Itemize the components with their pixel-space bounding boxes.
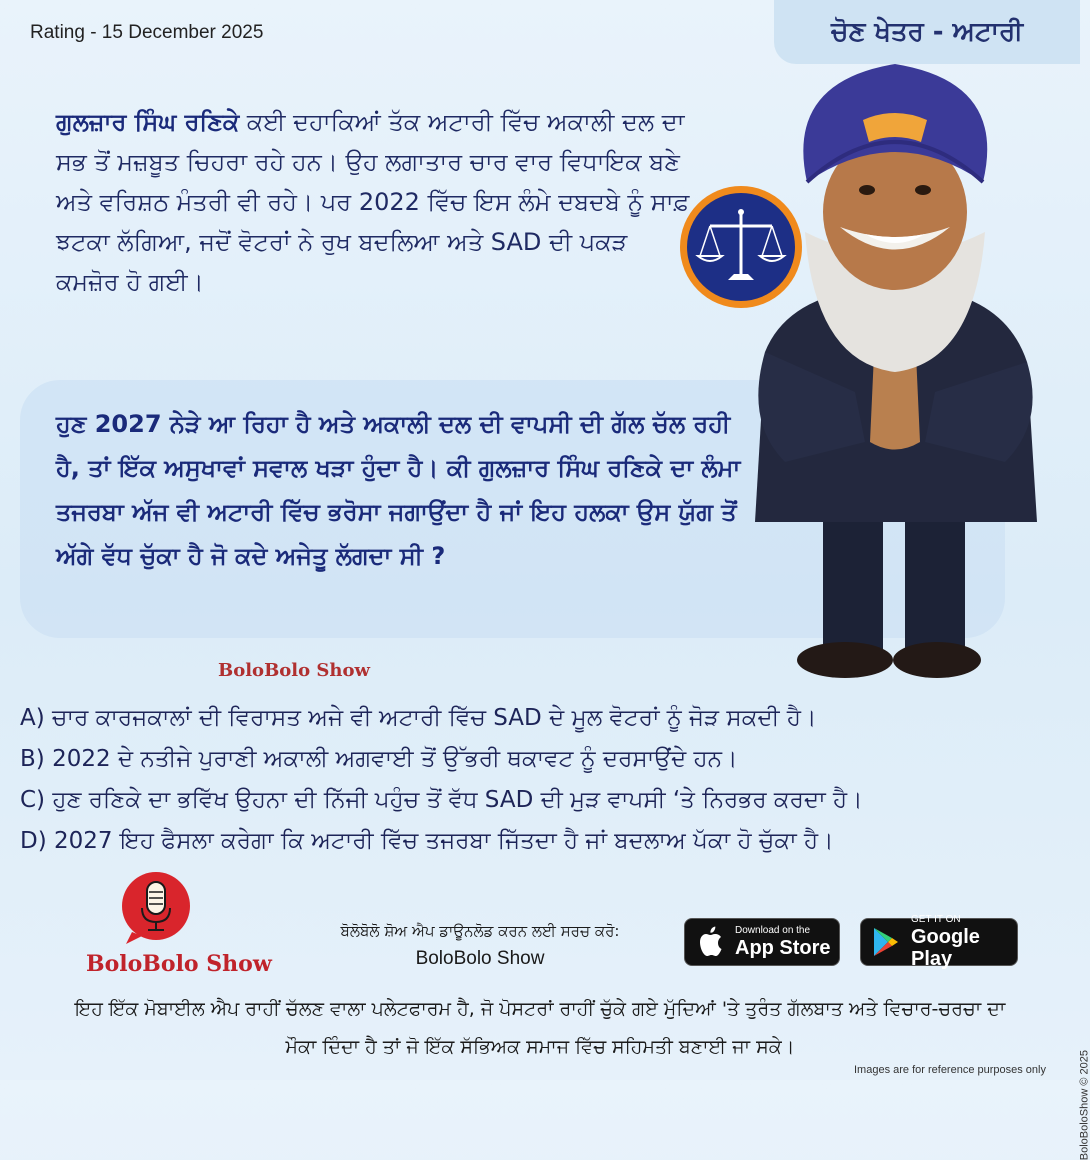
google-play-icon: [871, 926, 901, 958]
date-label: Rating - 15 December 2025: [30, 22, 264, 43]
footer-description: ਇਹ ਇੱਕ ਮੋਬਾਈਲ ਐਪ ਰਾਹੀਂ ਚੱਲਣ ਵਾਲਾ ਪਲੇਟਫਾਰਮ ਹੈ, ਜੋ ਪੋਸਟਰਾਂ ਰਾਹੀਂ ਚੁੱਕੇ ਗਏ ਮੁੱਦਿਆਂ 'ਤੇ ਤੁਰੰਤ ਗੱਲਬਾਤ ਅਤੇ ਵਿਚਾਰ-ਚਰਚਾ ਦਾ ਮੌਕਾ ਦਿੰਦਾ ਹੈ ਤਾਂ ਜੋ ਇੱਕ ਸੱਭਿਅਕ ਸਮਾਜ ਵਿੱਚ ਸਹਿਮਤੀ ਬਣਾਈ ਜਾ ਸਕੇ।: [74, 998, 1006, 1058]
google-play-small-label: GET IT ON: [911, 914, 961, 925]
apple-icon: [697, 925, 727, 959]
microphone-logo-icon: [118, 870, 194, 946]
question-text: ਹੁਣ 2027 ਨੇੜੇ ਆ ਰਿਹਾ ਹੈ ਅਤੇ ਅਕਾਲੀ ਦਲ ਦੀ ਵਾਪਸੀ ਦੀ ਗੱਲ ਚੱਲ ਰਹੀ ਹੈ, ਤਾਂ ਇੱਕ ਅਸੁਖਾਵਾਂ ਸਵਾਲ ਖੜਾ ਹੁੰਦਾ ਹੈ। ਕੀ ਗੁਲਜ਼ਾਰ ਸਿੰਘ ਰਣਿਕੇ ਦਾ ਲੰਮਾ ਤਜਰਬਾ ਅੱਜ ਵੀ ਅਟਾਰੀ ਵਿੱਚ ਭਰੋਸਾ ਜਗਾਉਂਦਾ ਹੈ ਜਾਂ ਇਹ ਹਲਕਾ ਉਸ ਯੁੱਗ ਤੋਂ ਅੱਗੇ ਵੱਧ ਚੁੱਕਾ ਹੈ ਜੋ ਕਦੇ ਅਜੇਤੂ ਲੱਗਦਾ ਸੀ ?: [56, 410, 741, 570]
google-play-button[interactable]: [860, 914, 1018, 970]
candidate-name: ਗੁਲਜ਼ਾਰ ਸਿੰਘ ਰਣਿਕੇ: [56, 108, 240, 136]
google-play-label: Google Play: [911, 926, 980, 970]
search-term: BoloBolo Show: [415, 948, 545, 969]
side-copyright: BoloBoloShow © 2025: [1078, 1050, 1090, 1160]
image-disclaimer: Images are for reference purposes only: [854, 1064, 1046, 1076]
constituency-badge: ਚੋਣ ਖੇਤਰ - ਅਟਾਰੀ: [774, 0, 1080, 64]
option-d: D) 2027 ਇਹ ਫੈਸਲਾ ਕਰੇਗਾ ਕਿ ਅਟਾਰੀ ਵਿੱਚ ਤਜਰਬਾ ਜਿੱਤਦਾ ਹੈ ਜਾਂ ਬਦਲਾਅ ਪੱਕਾ ਹੋ ਚੁੱਕਾ ਹੈ।: [20, 828, 834, 854]
brand-logo-text: BoloBolo Show: [86, 951, 272, 977]
app-store-small-label: Download on the: [735, 925, 811, 936]
intro-text: ਕਈ ਦਹਾਕਿਆਂ ਤੱਕ ਅਟਾਰੀ ਵਿੱਚ ਅਕਾਲੀ ਦਲ ਦਾ ਸਭ ਤੋਂ ਮਜ਼ਬੂਤ ਚਿਹਰਾ ਰਹੇ ਹਨ। ਉਹ ਲਗਾਤਾਰ ਚਾਰ ਵਾਰ ਵਿਧਾਇਕ ਬਣੇ ਅਤੇ ਵਰਿਸ਼ਠ ਮੰਤਰੀ ਵੀ ਰਹੇ। ਪਰ 2022 ਵਿੱਚ ਇਸ ਲੰਮੇ ਦਬਦਬੇ ਨੂੰ ਸਾਫ਼ ਝਟਕਾ ਲੱਗਿਆ, ਜਦੋਂ ਵੋਟਰਾਂ ਨੇ ਰੁਖ ਬਦਲਿਆ ਅਤੇ SAD ਦੀ ਪਕੜ ਕਮਜ਼ੋਰ ਹੋ ਗਈ।: [56, 108, 690, 296]
option-b: B) 2022 ਦੇ ਨਤੀਜੇ ਪੁਰਾਣੀ ਅਕਾਲੀ ਅਗਵਾਈ ਤੋਂ ਉੱਭਰੀ ਥਕਾਵਟ ਨੂੰ ਦਰਸਾਉਂਦੇ ਹਨ।: [20, 746, 738, 772]
option-c: C) ਹੁਣ ਰਣਿਕੇ ਦਾ ਭਵਿੱਖ ਉਹਨਾ ਦੀ ਨਿੱਜੀ ਪਹੁੰਚ ਤੋਂ ਵੱਧ SAD ਦੀ ਮੁੜ ਵਾਪਸੀ ‘ਤੇ ਨਿਰਭਰ ਕਰਦਾ ਹੈ।: [20, 787, 863, 813]
app-store-button[interactable]: [684, 918, 840, 966]
watermark-brand: BoloBolo Show: [218, 660, 370, 681]
search-instruction: ਬੋਲੋਬੋਲੋ ਸ਼ੋਅ ਐਪ ਡਾਊਨਲੋਡ ਕਰਨ ਲਈ ਸਰਚ ਕਰੋ:: [340, 922, 620, 940]
intro-paragraph: [56, 102, 696, 302]
candidate-illustration: [745, 62, 1045, 692]
app-store-label: App Store: [735, 937, 831, 959]
options-list: [20, 698, 1020, 862]
option-a: A) ਚਾਰ ਕਾਰਜਕਾਲਾਂ ਦੀ ਵਿਰਾਸਤ ਅਜੇ ਵੀ ਅਟਾਰੀ ਵਿੱਚ SAD ਦੇ ਮੂਲ ਵੋਟਰਾਂ ਨੂੰ ਜੋੜ ਸਕਦੀ ਹੈ।: [20, 705, 817, 731]
